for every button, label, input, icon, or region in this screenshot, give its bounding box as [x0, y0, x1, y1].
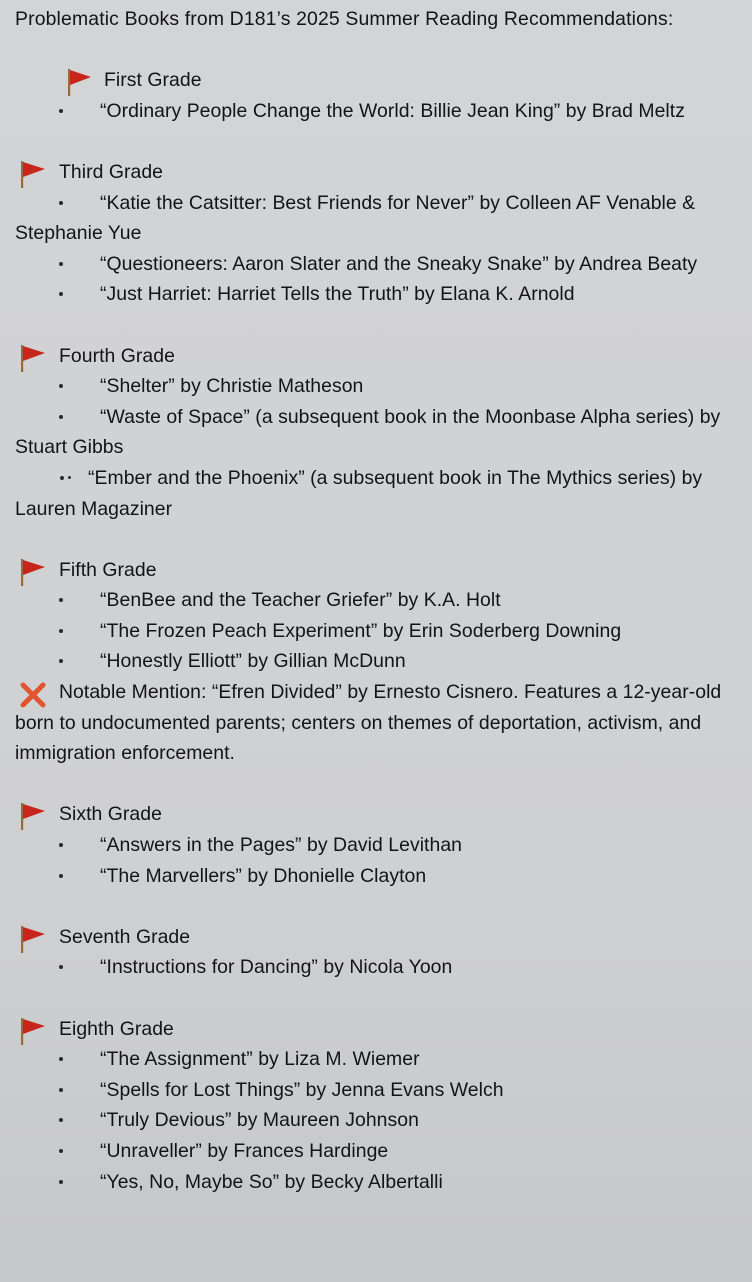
bullet: [59, 843, 63, 847]
bullet-period: [68, 476, 71, 479]
book-entry: “Unraveller” by Frances Hardinge: [100, 1139, 389, 1162]
bullet: [59, 201, 63, 205]
grade-label: Sixth Grade: [59, 803, 162, 826]
spacer: [15, 524, 747, 555]
list-item: [15, 279, 747, 310]
book-entry: “The Marvellers” by Dhonielle Clayton: [100, 864, 427, 887]
grade-heading-third: [15, 157, 747, 188]
list-item: [15, 249, 747, 280]
book-entry: “Answers in the Pages” by David Levithan: [100, 834, 462, 857]
bullet: [59, 262, 63, 266]
grade-label: Seventh Grade: [59, 925, 191, 948]
grade-label: Third Grade: [59, 160, 164, 183]
spacer: [15, 983, 747, 1014]
grade-label: Eighth Grade: [59, 1017, 174, 1040]
bullet: [59, 1149, 63, 1153]
list-item: [15, 646, 747, 677]
document-title: Problematic Books from D181’s 2025 Summer Reading Recommendations:: [15, 8, 674, 30]
document: [15, 4, 747, 1197]
grade-heading-sixth: [15, 799, 747, 830]
grade-heading-first: [15, 65, 747, 96]
list-item: [15, 1105, 747, 1136]
spacer: [15, 891, 747, 922]
book-entry: “Yes, No, Maybe So” by Becky Albertalli: [100, 1170, 443, 1193]
list-item: [15, 1167, 747, 1198]
spacer: [15, 769, 747, 800]
list-item: [15, 1044, 747, 1075]
bullet: [59, 629, 63, 633]
bullet: [59, 415, 63, 419]
list-item: [15, 402, 747, 463]
triangular-flag-icon: [15, 557, 45, 587]
grade-heading-seventh: [15, 922, 747, 953]
bullet: [59, 874, 63, 878]
list-item: [15, 1136, 747, 1167]
grade-label: First Grade: [104, 69, 202, 92]
list-item: [15, 1075, 747, 1106]
book-entry: “Ordinary People Change the World: Billie Jean King” by Brad Meltz: [100, 99, 685, 122]
bullet: [60, 476, 64, 480]
grade-heading-fifth: [15, 555, 747, 586]
bullet: [59, 1088, 63, 1092]
grade-label: Fifth Grade: [59, 558, 157, 581]
list-item: [15, 861, 747, 892]
list-item: [15, 830, 747, 861]
grade-heading-fourth: [15, 341, 747, 372]
book-entry: “Instructions for Dancing” by Nicola Yoon: [100, 956, 453, 979]
book-entry: “Ember and the Phoenix” (a subsequent book in The Mythics series) by Lauren Magaziner: [15, 466, 703, 520]
bullet: [59, 109, 63, 113]
list-item: [15, 463, 747, 524]
spacer: [15, 126, 747, 157]
grade-heading-eighth: [15, 1014, 747, 1045]
bullet: [59, 1180, 63, 1184]
list-item: [15, 952, 747, 983]
spacer: [15, 35, 747, 66]
notable-mention: [15, 677, 747, 769]
notable-mention-text: Notable Mention: “Efren Divided” by Ernesto Cisnero. Features a 12-year-old born to undocumented parents; centers on themes of deportation, activism, and immigration enforcement.: [15, 681, 722, 765]
book-entry: “Honestly Elliott” by Gillian McDunn: [100, 650, 406, 673]
spacer: [15, 310, 747, 341]
book-entry: “Waste of Space” (a subsequent book in the Moonbase Alpha series) by Stuart Gibbs: [15, 405, 721, 459]
list-item: [15, 585, 747, 616]
cross-mark-icon: [19, 681, 47, 709]
book-entry: “Spells for Lost Things” by Jenna Evans Welch: [100, 1078, 504, 1101]
list-item: [15, 616, 747, 647]
triangular-flag-icon: [15, 924, 45, 954]
book-entry: “Katie the Catsitter: Best Friends for Never” by Colleen AF Venable & Stephanie Yue: [15, 191, 696, 245]
triangular-flag-icon: [65, 67, 95, 97]
list-item: [15, 371, 747, 402]
book-entry: “The Assignment” by Liza M. Wiemer: [100, 1048, 420, 1071]
book-entry: “Questioneers: Aaron Slater and the Sneaky Snake” by Andrea Beaty: [100, 252, 698, 275]
triangular-flag-icon: [15, 801, 45, 831]
triangular-flag-icon: [15, 1016, 45, 1046]
book-entry: “BenBee and the Teacher Griefer” by K.A. Holt: [100, 589, 501, 612]
list-item: [15, 188, 747, 249]
grade-label: Fourth Grade: [59, 344, 175, 367]
list-item: [15, 96, 747, 127]
book-entry: “Truly Devious” by Maureen Johnson: [100, 1109, 419, 1132]
book-entry: “The Frozen Peach Experiment” by Erin Soderberg Downing: [100, 619, 622, 642]
book-entry: “Shelter” by Christie Matheson: [100, 375, 364, 398]
book-entry: “Just Harriet: Harriet Tells the Truth” by Elana K. Arnold: [100, 283, 575, 306]
triangular-flag-icon: [15, 343, 45, 373]
triangular-flag-icon: [15, 159, 45, 189]
